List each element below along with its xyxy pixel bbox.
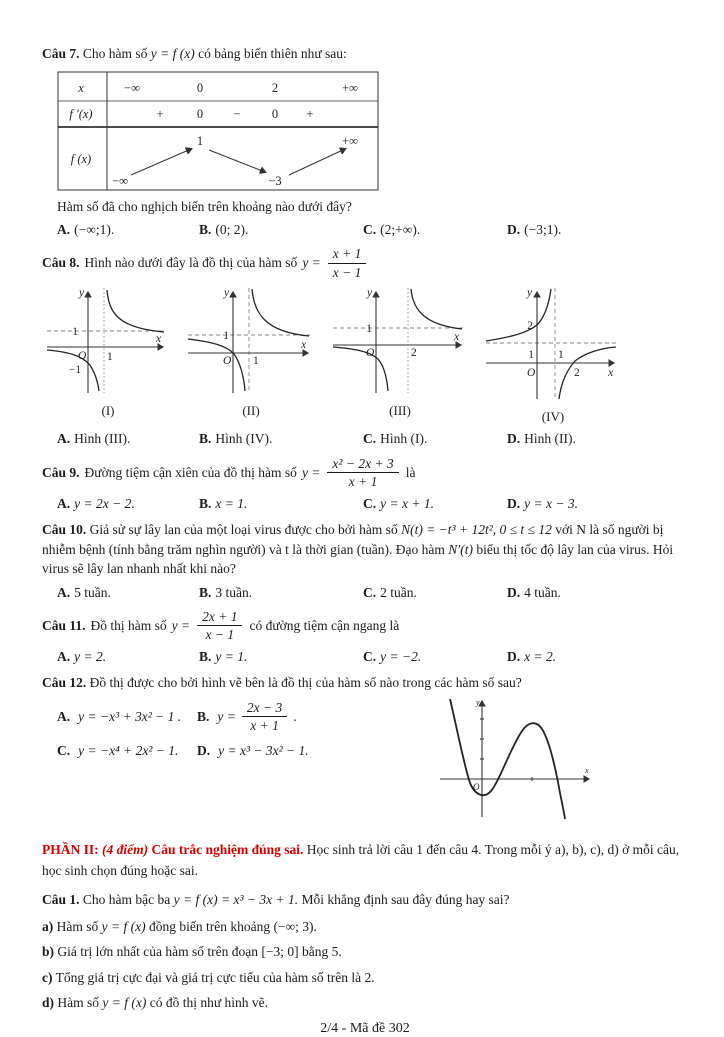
axis-label-y: y <box>367 287 373 300</box>
origin-label: O <box>78 350 87 363</box>
axis-label-y: y <box>476 697 480 707</box>
option-b: B. Hình (IV). <box>199 431 273 447</box>
q10-t1: Giả sử sự lây lan của một loại virus được cho bởi hàm số <box>89 521 398 537</box>
q8-frac-den: x − 1 <box>332 264 362 280</box>
arrow-up-icon <box>289 149 345 175</box>
q9-frac-den: x + 1 <box>348 474 378 490</box>
q11-intro-pre: Đồ thị hàm số <box>90 617 167 633</box>
q12-heading <box>42 673 688 693</box>
f-peak-value: 1 <box>196 133 204 148</box>
q7-label: Câu 7. <box>42 46 80 61</box>
part2-subtitle: Câu trắc nghiệm đúng sai. <box>151 841 304 857</box>
q9-options <box>42 494 688 514</box>
hyperbola-graph-2 <box>185 283 317 397</box>
part2-question-1 <box>42 890 688 1012</box>
q8-intro-pre: Hình nào dưới đây là đồ thị của hàm số <box>84 255 298 271</box>
option-c: C. 2 tuần. <box>363 584 417 600</box>
option-b: B. y = $\frac{2x - 3}{x + 1}$ . <box>197 699 297 734</box>
q11-math-lead: y = <box>171 617 191 633</box>
part2-heading <box>42 840 688 882</box>
x-value: 2 <box>271 80 279 95</box>
x-tick-label: 1 <box>107 351 113 364</box>
graph-2-caption: (II) <box>242 403 260 419</box>
x-value: 0 <box>196 80 204 95</box>
option-c: C. y = −x⁴ + 2x² − 1. <box>57 742 179 758</box>
q10-t2: với N là số người bị nhiễm bệnh (tính bằng trăm nghìn người) và t là thời gian (tuần). Đạo hàm <box>42 521 664 557</box>
axis-label-x: x <box>454 331 460 344</box>
q12-text: Đồ thị được cho bởi hình vẽ bên là đồ thị của hàm số nào trong các hàm số sau? <box>89 675 522 691</box>
f-limit-plus-inf: +∞ <box>342 133 358 148</box>
sign-value: − <box>233 106 241 121</box>
graph-2 <box>185 283 317 425</box>
option-d: D. x = 2. <box>507 648 557 664</box>
f-valley-value: −3 <box>268 173 282 188</box>
option-b: B. 3 tuần. <box>199 584 253 600</box>
option-b: B. y = 1. <box>199 648 248 664</box>
option-a: A. y = 2. <box>57 648 107 664</box>
q10-label: Câu 10. <box>42 521 87 537</box>
q11-label: Câu 11. <box>42 617 86 633</box>
axis-label-x: x <box>608 367 614 380</box>
part2-title: PHẦN II: <box>42 841 99 857</box>
q11-frac-den: x − 1 <box>205 627 235 643</box>
table-row-f-label: f (x) <box>70 151 92 166</box>
q10-options <box>42 583 688 603</box>
part2-points: (4 điểm) <box>102 841 149 857</box>
statement-c: c) Tổng giá trị cực đại và giá trị cực tiểu của hàm số trên là 2. <box>42 969 375 985</box>
part2-instructions: Học sinh trả lời câu 1 đến câu 4. Trong mỗi ý a), b), c), d) ở mỗi câu, học sinh chọn đúng hoặc sai. <box>42 841 680 878</box>
q8-options <box>42 429 688 449</box>
option-d: D. 4 tuần. <box>507 584 561 600</box>
x-tick-label: 1 <box>253 355 259 368</box>
q12-options <box>42 693 414 768</box>
sign-value: + <box>156 106 164 121</box>
x-tick-label: 2 <box>411 347 417 360</box>
option-d: D. (−3;1). <box>507 222 562 238</box>
origin-label: O <box>366 347 375 360</box>
y-neg-tick-label: −1 <box>68 364 82 377</box>
option-a: A. y = −x³ + 3x² − 1 . <box>57 708 182 724</box>
question-7 <box>42 44 688 240</box>
q10-t3: biểu thị tốc độ lây lan của virus. Hỏi virus sẽ lây lan nhanh nhất khi nào? <box>42 541 674 577</box>
q9-label: Câu 9. <box>42 464 80 480</box>
sign-value: + <box>306 106 314 121</box>
statement-d: d) Hàm số y = f (x) có đồ thị như hình vẽ. <box>42 995 269 1011</box>
f-limit-minus-inf: −∞ <box>112 173 128 188</box>
q12-body <box>42 693 688 826</box>
q11-fraction <box>197 609 242 643</box>
q8-frac-num: x + 1 <box>328 246 367 264</box>
q10-text <box>42 520 688 579</box>
option-c: C. Hình (I). <box>363 431 428 447</box>
option-a: A. Hình (III). <box>57 431 131 447</box>
q11-frac-num: 2x + 1 <box>197 609 242 627</box>
origin-label: O <box>223 355 232 368</box>
y-tick-1-label: 1 <box>528 349 534 362</box>
question-11 <box>42 609 688 667</box>
x-value: −∞ <box>124 80 140 95</box>
option-a: A. y = 2x − 2. <box>57 495 135 511</box>
graph-4-caption: (IV) <box>541 409 565 425</box>
q8-graphs-row <box>44 283 688 425</box>
q12-optB-fraction <box>242 700 287 734</box>
x-tick-2-label: 2 <box>574 367 580 380</box>
graph-3 <box>330 283 470 425</box>
axis-label-x: x <box>585 765 589 775</box>
p2q1-intro-pre: Cho hàm bậc ba <box>82 891 171 907</box>
q11-heading <box>42 609 688 643</box>
x-value: +∞ <box>342 80 358 95</box>
y-tick-2-label: 2 <box>527 320 533 333</box>
statement-b: b) Giá trị lớn nhất của hàm số trên đoạn [−3; 0] bằng 5. <box>42 944 342 960</box>
axis-label-x: x <box>156 333 162 346</box>
q10-m1: N(t) = −t³ + 12t², 0 ≤ t ≤ 12 <box>401 521 552 537</box>
q11-intro-post: có đường tiệm cận ngang là <box>249 617 400 633</box>
arrow-down-icon <box>209 150 265 172</box>
y-tick-label: 1 <box>223 330 229 343</box>
question-10 <box>42 520 688 603</box>
hyperbola-graph-3 <box>330 283 470 397</box>
q12-label: Câu 12. <box>42 675 87 691</box>
option-c: C. y = −2. <box>363 648 422 664</box>
q8-fraction <box>328 246 367 280</box>
axis-label-y: y <box>224 287 230 300</box>
origin-label: O <box>527 367 536 380</box>
hyperbola-graph-4 <box>483 283 623 403</box>
q7-intro-pre: Cho hàm số <box>82 46 148 61</box>
q12-optB-den: x + 1 <box>250 718 279 734</box>
option-b: B. x = 1. <box>199 495 248 511</box>
table-row-fprime-label: f ′(x) <box>69 106 93 121</box>
q9-intro-pre: Đường tiệm cận xiên của đồ thị hàm số <box>84 464 297 480</box>
option-b: B. (0; 2). <box>199 222 249 238</box>
q12-optB-num: 2x − 3 <box>242 700 287 718</box>
graph-3-caption: (III) <box>389 403 411 419</box>
option-c: C. y = x + 1. <box>363 495 434 511</box>
question-9 <box>42 456 688 514</box>
option-d: D. y = x³ − 3x² − 1. <box>197 742 309 758</box>
page-footer: 2/4 - Mã đề 302 <box>320 1021 410 1037</box>
q9-math-lead: y = <box>301 464 321 480</box>
exam-page <box>42 44 688 1037</box>
axis-label-x: x <box>301 339 307 352</box>
axis-label-y: y <box>79 287 85 300</box>
q11-options <box>42 647 688 667</box>
x-tick-1-label: 1 <box>558 349 564 362</box>
q8-math-lead: y = <box>302 255 321 271</box>
option-c: C. (2;+∞). <box>363 222 421 238</box>
p2q1-intro-post: Mỗi khẳng định sau đây đúng hay sai? <box>301 891 510 907</box>
option-d: D. y = x − 3. <box>507 495 578 511</box>
q8-heading <box>42 246 688 280</box>
y-tick-label: 1 <box>366 323 372 336</box>
option-d: D. Hình (II). <box>507 431 576 447</box>
hyperbola-graph-1 <box>44 283 172 397</box>
graph-4 <box>483 283 623 425</box>
q12-graph-wrap <box>436 693 601 826</box>
p2q1-intro-math: y = f (x) = x³ − 3x + 1. <box>173 891 299 907</box>
option-a: A. (−∞;1). <box>57 222 115 238</box>
y-tick-label: 1 <box>72 326 78 339</box>
q7-question: Hàm số đã cho nghịch biến trên khoảng nào dưới đây? <box>57 198 352 214</box>
q9-heading <box>42 456 688 490</box>
option-a: A. 5 tuần. <box>57 584 111 600</box>
cubic-graph <box>436 693 601 821</box>
q8-label: Câu 8. <box>42 255 80 271</box>
q7-intro-post: có bảng biến thiên như sau: <box>198 46 347 61</box>
q7-heading <box>42 44 688 64</box>
axis-label-y: y <box>527 287 533 300</box>
sign-value: 0 <box>271 106 279 121</box>
origin-label: O <box>473 781 480 792</box>
graph-1 <box>44 283 172 425</box>
p2q1-label: Câu 1. <box>42 891 80 907</box>
q9-frac-num: x² − 2x + 3 <box>327 456 398 474</box>
q9-fraction <box>327 456 398 490</box>
statement-a: a) Hàm số y = f (x) đồng biến trên khoảng (−∞; 3). <box>42 918 317 934</box>
variation-table <box>57 71 379 191</box>
graph-1-caption: (I) <box>101 403 115 419</box>
q7-options <box>42 220 688 240</box>
question-8 <box>42 246 688 449</box>
q9-intro-post: là <box>405 464 416 480</box>
p2q1-heading <box>42 890 688 910</box>
table-row-x-label: x <box>78 80 84 95</box>
q7-intro-math: y = f (x) <box>150 46 195 61</box>
sign-value: 0 <box>196 106 204 121</box>
q10-m2: N′(t) <box>448 541 473 557</box>
arrow-up-icon <box>131 149 191 175</box>
question-12 <box>42 673 688 826</box>
